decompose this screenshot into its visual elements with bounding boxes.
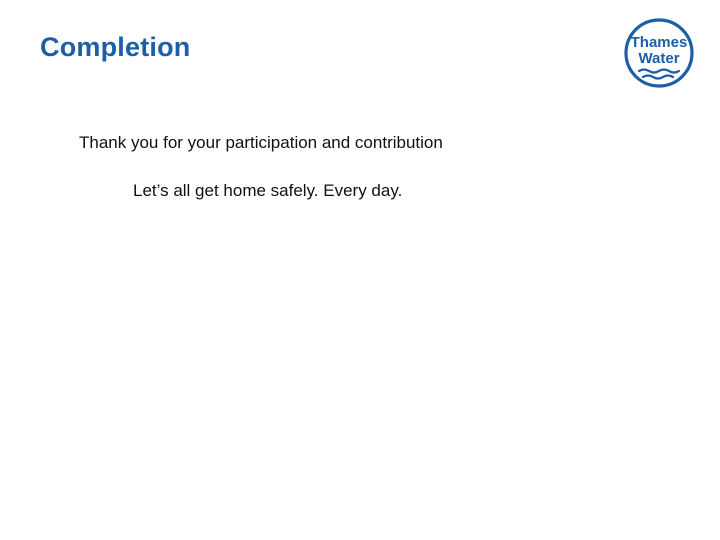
- logo-line-2: Water: [638, 50, 680, 67]
- safety-message-text: Let’s all get home safely. Every day.: [133, 181, 403, 200]
- logo-line-1: Thames: [630, 34, 688, 51]
- thank-you-text: Thank you for your participation and contribution: [79, 133, 443, 152]
- thames-water-logo: [622, 16, 696, 90]
- slide-title: Completion: [40, 32, 191, 62]
- thames-water-logo-icon: [622, 16, 696, 90]
